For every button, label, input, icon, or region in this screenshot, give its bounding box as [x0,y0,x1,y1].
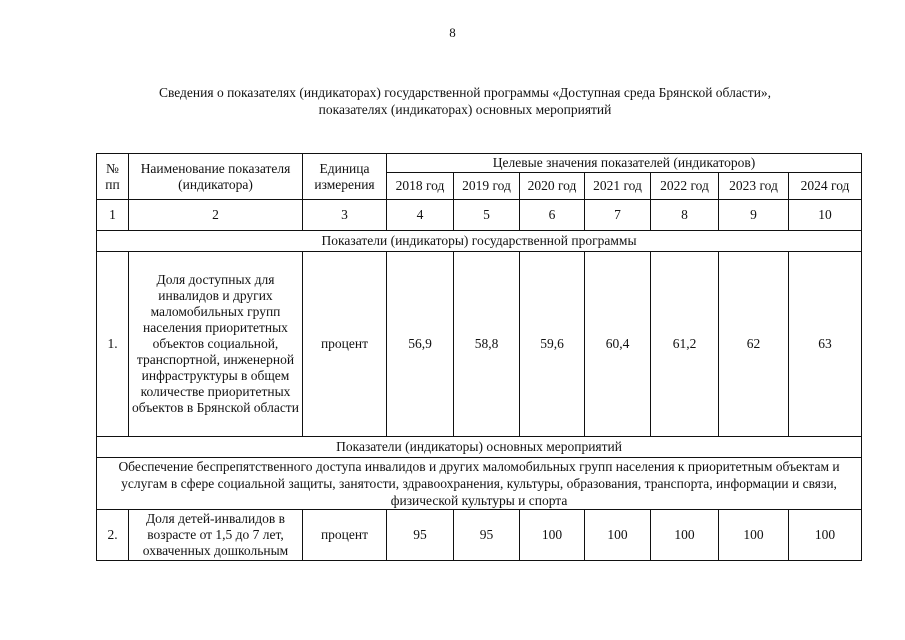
row-value: 56,9 [387,252,454,437]
indicators-table [96,153,862,561]
row-value: 63 [789,252,862,437]
row-value: 61,2 [651,252,719,437]
row-value: 59,6 [520,252,585,437]
table-row [97,510,862,561]
column-number: 9 [719,200,789,231]
header-unit: Единица измерения [303,154,387,200]
section-program-title: Показатели (индикаторы) государственной программы [97,231,862,252]
row-value: 62 [719,252,789,437]
header-year: 2021 год [585,173,651,200]
row-value: 100 [789,510,862,561]
row-value: 100 [651,510,719,561]
row-value: 95 [387,510,454,561]
row-indicator-name: Доля детей-инвалидов в возрасте от 1,5 до 7 лет, охваченных дошкольным [129,510,303,561]
header-year: 2023 год [719,173,789,200]
row-num: 1. [97,252,129,437]
header-target-values: Целевые значения показателей (индикаторов) [387,154,862,173]
row-indicator-name: Доля доступных для инвалидов и других маломобильных групп населения приоритетных объектов социальной, транспортной, инженерной инфраструктуры в общем количестве приоритетных объектов в Брянской области [129,252,303,437]
column-number: 8 [651,200,719,231]
row-value: 58,8 [454,252,520,437]
column-numbers-row [97,200,862,231]
table-header-row [97,154,862,173]
column-number: 10 [789,200,862,231]
header-year: 2018 год [387,173,454,200]
section-activities-row [97,437,862,458]
section-activities-title: Показатели (индикаторы) основных мероприятий [97,437,862,458]
row-value: 100 [585,510,651,561]
header-year: 2022 год [651,173,719,200]
document-title-line-1: Сведения о показателях (индикаторах) государственной программы «Доступная среда Брянской области», [158,85,772,100]
header-name: Наименование показателя (индикатора) [129,154,303,200]
header-num: № пп [97,154,129,200]
row-num: 2. [97,510,129,561]
document-title [95,84,835,118]
header-year: 2024 год [789,173,862,200]
row-unit: процент [303,252,387,437]
column-number: 2 [129,200,303,231]
page-number: 8 [449,25,456,40]
column-number: 4 [387,200,454,231]
column-number: 5 [454,200,520,231]
row-value: 60,4 [585,252,651,437]
subsection-row [97,458,862,510]
row-value: 100 [719,510,789,561]
column-number: 7 [585,200,651,231]
section-program-row [97,231,862,252]
table-row [97,252,862,437]
column-number: 3 [303,200,387,231]
header-year: 2020 год [520,173,585,200]
subsection-title: Обеспечение беспрепятственного доступа инвалидов и других маломобильных групп населения к приоритетным объектам и услугам в сфере социальной защиты, занятости, здравоохранения, культуры, образования, транспорта, информации и связи, физической культуры и спорта [97,458,862,510]
row-value: 100 [520,510,585,561]
row-unit: процент [303,510,387,561]
document-title-line-2: показателях (индикаторах) основных мероприятий [318,102,612,117]
header-year: 2019 год [454,173,520,200]
column-number: 6 [520,200,585,231]
row-value: 95 [454,510,520,561]
column-number: 1 [97,200,129,231]
